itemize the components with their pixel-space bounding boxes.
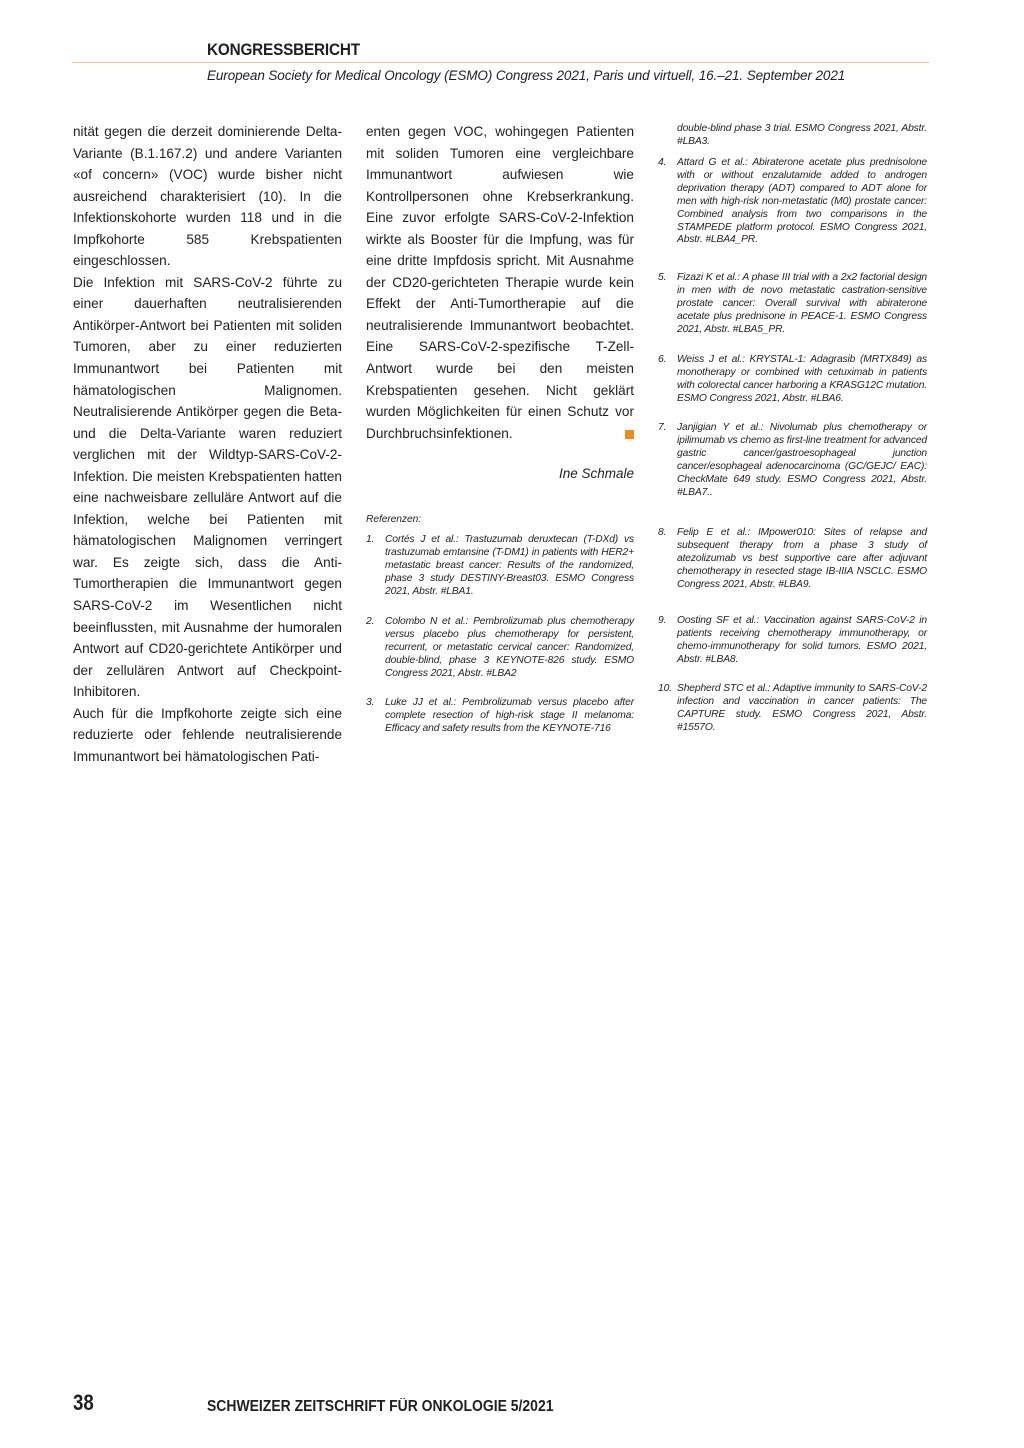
- paragraph: [366, 121, 634, 444]
- article-column-2: [366, 121, 634, 444]
- paragraph-text: enten gegen VOC, wohingegen Patienten mit soliden Tumoren eine vergleichbare Immunantwort aufwiesen wie Kontrollpersonen ohne Krebserkrankung. Eine zuvor erfolgte SARS-CoV-2-Infektion wirkte als Booster für die Impfung, was für eine dritte Impfdosis spricht. Mit Ausnahme der CD20-gerichteten Therapie wurde kein Effekt der Anti-Tumortherapie auf die neutralisierende Immunantwort beobachtet. Eine SARS-CoV-2-spezifische T-Zell-Antwort wurde bei den meisten Krebspatienten gesehen. Nicht geklärt wurden Möglichkeiten für einen Schutz vor Durchbruchsinfektionen.: [366, 124, 634, 441]
- reference-number: 4.: [658, 157, 667, 168]
- reference-text: Attard G et al.: Abiraterone acetate plus prednisolone with or without enzalutamide added to androgen deprivation therapy (ADT) compared to ADT alone for men with high-risk non-metastatic (M0) prostate cancer: Combined analysis from two comparisons in the STAMPEDE platform protocol. ESMO Congress 2021, Abstr. #LBA4_PR.: [677, 157, 927, 246]
- reference-item: [658, 272, 927, 337]
- reference-text: Luke JJ et al.: Pembrolizumab versus placebo after complete resection of high-risk stage II melanoma: Efficacy and safety results from the KEYNOTE-716: [385, 697, 634, 734]
- references-heading: Referenzen:: [366, 514, 421, 525]
- author-name: Ine Schmale: [558, 466, 634, 481]
- reference-item: [658, 354, 927, 406]
- header-divider: [72, 62, 929, 63]
- paragraph: nität gegen die derzeit dominierende Delta-Variante (B.1.167.2) und andere Varianten «of concern» (VOC) wurde bisher nicht ausreichend charakterisiert (10). In die Infektionskohorte wurden 118 und in die Impfkohorte 585 Krebspatienten eingeschlossen.: [73, 124, 342, 269]
- reference-number: 7.: [658, 422, 667, 433]
- section-title: KONGRESSBERICHT: [207, 40, 360, 59]
- paragraph: Die Infektion mit SARS-CoV-2 führte zu einer dauerhaften neutralisierenden Antikörper-Antwort bei Patienten mit soliden Tumoren, aber zu einer reduzierten Immunantwort bei Patienten mit hämatologischen Malignomen. Neutralisierende Antikörper gegen die Beta- und die Delta-Variante waren reduziert verglichen mit der Wildtyp-SARS-CoV-2-Infektion. Die meisten Krebspatienten hatten eine nachweisbare zelluläre Antwort auf die Infektion, welche bei Patienten mit hämatologischen Malignomen verringert war. Es zeigte sich, dass die Anti-Tumortherapien die Immunantwort gegen SARS-CoV-2 im Wesentlichen nicht beeinflussten, mit Ausnahme der humoralen Antwort auf CD20-gerichtete Antikörper und der zellulären Antwort auf Checkpoint-Inhibitoren.: [73, 274, 342, 700]
- reference-number: 2.: [366, 616, 375, 627]
- reference-number: 3.: [366, 697, 375, 708]
- reference-number: 10.: [658, 683, 672, 694]
- reference-text: Fizazi K et al.: A phase III trial with a 2x2 factorial design in men with de novo metastatic castration-sensitive prostate cancer: Overall survival with abiraterone acetate plus prednisone in PEACE-1. ESMO Congress 2021, Abstr. #LBA5_PR.: [677, 272, 927, 335]
- congress-subtitle: European Society for Medical Oncology (ESMO) Congress 2021, Paris und virtuell, 16.–21. September 2021: [207, 68, 846, 83]
- reference-number: 9.: [658, 615, 667, 626]
- reference-item: [658, 527, 927, 592]
- reference-item: [658, 615, 927, 667]
- reference-item: [658, 683, 927, 735]
- reference-item: [366, 697, 634, 736]
- article-column-1: [73, 121, 342, 767]
- reference-number: 5.: [658, 272, 667, 283]
- reference-text: Shepherd STC et al.: Adaptive immunity to SARS-CoV-2 infection and vaccination in cancer patients: The CAPTURE study. ESMO Congress 2021, Abstr. #1557O.: [677, 683, 927, 733]
- reference-number: 6.: [658, 354, 667, 365]
- reference-text: Janjigian Y et al.: Nivolumab plus chemotherapy or ipilimumab vs chemo as first-line treatment for advanced gastric cancer/gastroesophageal junction cancer/esophageal adenocarcinoma (GC/GEJC/ EAC): CheckMate 649 study. ESMO Congress 2021, Abstr. #LBA7..: [677, 422, 927, 498]
- page-number: 38: [73, 1390, 94, 1415]
- reference-number: 8.: [658, 527, 667, 538]
- reference-item: [366, 534, 634, 599]
- reference-item: [658, 157, 927, 247]
- reference-text: Weiss J et al.: KRYSTAL-1: Adagrasib (MRTX849) as monotherapy or combined with cetuximab in patients with colorectal cancer harboring a KRASG12C mutation. ESMO Congress 2021, Abstr. #LBA6.: [677, 354, 927, 404]
- reference-text: double-blind phase 3 trial. ESMO Congress 2021, Abstr. #LBA3.: [677, 123, 927, 147]
- end-of-article-square-icon: [625, 430, 634, 439]
- reference-text: Cortés J et al.: Trastuzumab deruxtecan (T-DXd) vs trastuzumab emtansine (T-DM1) in patients with HER2+ metastatic breast cancer: Results of the randomized, phase 3 study DESTINY-Breast03. ESMO Congress 2021, Abstr. #LBA1.: [385, 534, 634, 597]
- reference-item: [366, 616, 634, 681]
- paragraph: Auch für die Impfkohorte zeigte sich eine reduzierte oder fehlende neutralisierende Immunantwort bei hämatologischen Pati-: [73, 705, 342, 764]
- reference-item-continued: [658, 123, 927, 149]
- journal-title: SCHWEIZER ZEITSCHRIFT FÜR ONKOLOGIE 5/2021: [207, 1398, 554, 1415]
- reference-text: Oosting SF et al.: Vaccination against SARS-CoV-2 in patients receiving chemotherapy immunotherapy, or chemo-immunotherapy for solid tumors. ESMO 2021, Abstr. #LBA8.: [677, 615, 927, 665]
- reference-item: [658, 422, 927, 499]
- reference-text: Felip E et al.: IMpower010: Sites of relapse and subsequent therapy from a phase 3 study of atezolizumab vs best supportive care after adjuvant chemotherapy in resected stage IB-IIIA NSCLC. ESMO Congress 2021, Abstr. #LBA9.: [677, 527, 927, 590]
- reference-text: Colombo N et al.: Pembrolizumab plus chemotherapy versus placebo plus chemotherapy for persistent, recurrent, or metastatic cervical cancer: Randomized, double-blind, phase 3 KEYNOTE-826 study. ESMO Congress 2021, Abstr. #LBA2: [385, 616, 634, 679]
- reference-number: 1.: [366, 534, 375, 545]
